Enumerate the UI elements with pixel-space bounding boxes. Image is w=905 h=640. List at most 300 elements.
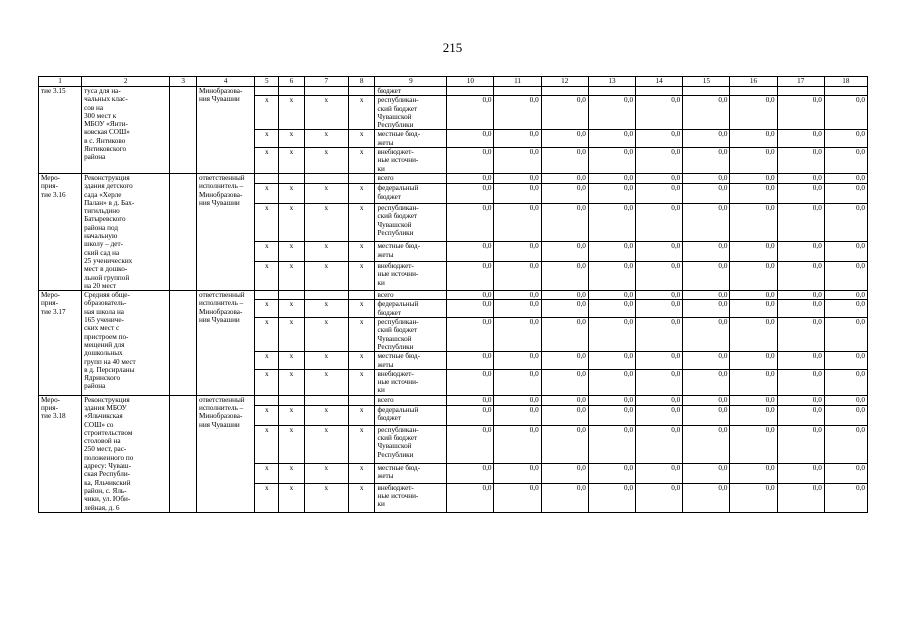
amount-cell: 0,0 <box>541 369 588 395</box>
amount-cell: 0,0 <box>824 184 867 204</box>
amount-cell: 0,0 <box>824 300 867 318</box>
amount-cell: 0,0 <box>447 96 494 130</box>
budget-code-mark <box>348 87 375 96</box>
measure-name: Средняя обще- образователь- ная школа на 165 учениче- ских мест с пристроем по- мещений для дошкольных групп на 40 мест в д. Персирланы Ядринского района <box>82 291 170 396</box>
amount-cell: 0,0 <box>588 395 635 405</box>
budget-code-mark: x <box>279 242 305 262</box>
amount-cell: 0,0 <box>683 204 730 242</box>
amount-cell: 0,0 <box>588 148 635 174</box>
amount-cell: 0,0 <box>447 369 494 395</box>
amount-cell: 0,0 <box>541 184 588 204</box>
budget-code-mark: x <box>304 242 348 262</box>
amount-cell: 0,0 <box>494 130 541 148</box>
amount-cell: 0,0 <box>730 425 777 463</box>
amount-cell: 0,0 <box>777 425 824 463</box>
amount-cell: 0,0 <box>636 352 683 370</box>
amount-cell: 0,0 <box>636 291 683 300</box>
amount-cell: 0,0 <box>494 369 541 395</box>
budget-code-mark: x <box>279 464 305 484</box>
budget-table <box>38 76 868 513</box>
amount-cell: 0,0 <box>494 262 541 291</box>
budget-code-mark: x <box>255 242 279 262</box>
budget-code-mark: x <box>348 483 375 512</box>
budget-code-mark: x <box>348 406 375 426</box>
budget-code-mark: x <box>304 406 348 426</box>
budget-code-mark: x <box>304 318 348 352</box>
amount-cell: 0,0 <box>541 406 588 426</box>
budget-code-mark: x <box>304 96 348 130</box>
amount-cell: 0,0 <box>541 300 588 318</box>
budget-code-mark: x <box>279 369 305 395</box>
amount-cell: 0,0 <box>494 148 541 174</box>
amount-cell: 0,0 <box>730 242 777 262</box>
amount-cell: 0,0 <box>494 425 541 463</box>
budget-code-mark <box>304 87 348 96</box>
amount-cell: 0,0 <box>777 148 824 174</box>
budget-code-mark: x <box>304 483 348 512</box>
amount-cell <box>447 87 494 96</box>
amount-cell: 0,0 <box>730 318 777 352</box>
amount-cell <box>588 87 635 96</box>
amount-cell: 0,0 <box>730 395 777 405</box>
amount-cell: 0,0 <box>683 148 730 174</box>
budget-code-mark: x <box>304 464 348 484</box>
amount-cell: 0,0 <box>636 464 683 484</box>
amount-cell: 0,0 <box>494 464 541 484</box>
budget-code-mark: x <box>348 96 375 130</box>
budget-code-mark: x <box>279 406 305 426</box>
amount-cell: 0,0 <box>636 395 683 405</box>
amount-cell: 0,0 <box>541 425 588 463</box>
amount-cell: 0,0 <box>447 184 494 204</box>
amount-cell <box>541 87 588 96</box>
budget-code-mark: x <box>255 406 279 426</box>
funding-source: местные бюд- жеты <box>375 464 447 484</box>
measure-code: Меро- прия- тие 3.17 <box>39 291 82 396</box>
amount-cell: 0,0 <box>730 262 777 291</box>
funding-source: республикан- ский бюджет Чувашской Республики <box>375 318 447 352</box>
budget-code-mark: x <box>304 262 348 291</box>
funding-source: внебюджет- ные источни- ки <box>375 483 447 512</box>
amount-cell: 0,0 <box>824 406 867 426</box>
amount-cell: 0,0 <box>447 425 494 463</box>
amount-cell: 0,0 <box>541 148 588 174</box>
funding-source: республикан- ский бюджет Чувашской Республики <box>375 204 447 242</box>
amount-cell: 0,0 <box>683 262 730 291</box>
amount-cell: 0,0 <box>588 464 635 484</box>
budget-code-mark: x <box>279 262 305 291</box>
budget-code-mark <box>279 291 305 300</box>
amount-cell: 0,0 <box>447 318 494 352</box>
column-number: 17 <box>777 77 824 87</box>
amount-cell: 0,0 <box>447 395 494 405</box>
amount-cell: 0,0 <box>824 262 867 291</box>
amount-cell: 0,0 <box>447 262 494 291</box>
amount-cell: 0,0 <box>588 291 635 300</box>
amount-cell: 0,0 <box>588 130 635 148</box>
amount-cell: 0,0 <box>588 406 635 426</box>
amount-cell: 0,0 <box>824 130 867 148</box>
budget-code-mark: x <box>279 300 305 318</box>
budget-code-mark: x <box>348 300 375 318</box>
column-number: 7 <box>304 77 348 87</box>
budget-code-mark: x <box>255 352 279 370</box>
amount-cell: 0,0 <box>683 425 730 463</box>
amount-cell: 0,0 <box>730 369 777 395</box>
amount-cell: 0,0 <box>777 242 824 262</box>
executor: Минобразова- ния Чувашии <box>196 87 254 174</box>
amount-cell: 0,0 <box>541 130 588 148</box>
amount-cell: 0,0 <box>588 352 635 370</box>
budget-code-mark: x <box>304 204 348 242</box>
table-row <box>39 291 868 300</box>
amount-cell: 0,0 <box>494 352 541 370</box>
amount-cell: 0,0 <box>730 96 777 130</box>
amount-cell <box>777 87 824 96</box>
amount-cell: 0,0 <box>824 483 867 512</box>
amount-cell: 0,0 <box>541 262 588 291</box>
amount-cell <box>683 87 730 96</box>
amount-cell: 0,0 <box>447 406 494 426</box>
amount-cell: 0,0 <box>777 204 824 242</box>
amount-cell: 0,0 <box>447 464 494 484</box>
funding-source: всего <box>375 395 447 405</box>
amount-cell: 0,0 <box>494 242 541 262</box>
amount-cell: 0,0 <box>541 395 588 405</box>
amount-cell: 0,0 <box>777 262 824 291</box>
budget-code-mark: x <box>304 130 348 148</box>
budget-code-mark: x <box>255 483 279 512</box>
budget-code-mark <box>255 87 279 96</box>
amount-cell: 0,0 <box>824 148 867 174</box>
amount-cell: 0,0 <box>683 464 730 484</box>
budget-code-mark: x <box>255 425 279 463</box>
amount-cell: 0,0 <box>541 96 588 130</box>
budget-code-mark: x <box>279 425 305 463</box>
amount-cell: 0,0 <box>824 464 867 484</box>
amount-cell: 0,0 <box>777 130 824 148</box>
column-number-row <box>39 77 868 87</box>
amount-cell: 0,0 <box>447 148 494 174</box>
budget-code-mark <box>304 395 348 405</box>
amount-cell: 0,0 <box>683 352 730 370</box>
amount-cell: 0,0 <box>777 483 824 512</box>
budget-code-mark: x <box>348 318 375 352</box>
budget-code-mark <box>348 395 375 405</box>
column-number: 13 <box>588 77 635 87</box>
amount-cell: 0,0 <box>824 395 867 405</box>
amount-cell: 0,0 <box>447 204 494 242</box>
amount-cell: 0,0 <box>683 96 730 130</box>
amount-cell: 0,0 <box>588 483 635 512</box>
budget-code-mark: x <box>279 318 305 352</box>
column-number: 6 <box>279 77 305 87</box>
amount-cell <box>494 87 541 96</box>
amount-cell: 0,0 <box>494 184 541 204</box>
amount-cell: 0,0 <box>636 369 683 395</box>
funding-source: всего <box>375 173 447 183</box>
budget-code-mark: x <box>255 262 279 291</box>
amount-cell: 0,0 <box>636 173 683 183</box>
amount-cell: 0,0 <box>777 184 824 204</box>
amount-cell: 0,0 <box>636 204 683 242</box>
column-number: 10 <box>447 77 494 87</box>
amount-cell: 0,0 <box>683 406 730 426</box>
col3-empty <box>170 395 197 512</box>
budget-code-mark <box>279 87 305 96</box>
budget-code-mark: x <box>304 184 348 204</box>
budget-code-mark: x <box>304 300 348 318</box>
amount-cell: 0,0 <box>636 318 683 352</box>
funding-source: всего <box>375 291 447 300</box>
amount-cell: 0,0 <box>683 242 730 262</box>
amount-cell: 0,0 <box>588 300 635 318</box>
amount-cell: 0,0 <box>494 395 541 405</box>
amount-cell: 0,0 <box>588 425 635 463</box>
col3-empty <box>170 173 197 290</box>
measure-name: туса для на- чальных клас- сов на 300 мест к МБОУ «Янти- ковская СОШ» в с. Янтиково Янтиковского района <box>82 87 170 174</box>
executor: ответственный исполнитель – Минобразова- ния Чувашии <box>196 291 254 396</box>
col3-empty <box>170 87 197 174</box>
column-number: 15 <box>683 77 730 87</box>
funding-source: федеральный бюджет <box>375 184 447 204</box>
amount-cell: 0,0 <box>636 483 683 512</box>
amount-cell: 0,0 <box>636 96 683 130</box>
column-number: 11 <box>494 77 541 87</box>
budget-code-mark: x <box>279 184 305 204</box>
budget-code-mark: x <box>255 464 279 484</box>
amount-cell <box>636 87 683 96</box>
column-number: 16 <box>730 77 777 87</box>
budget-code-mark <box>348 173 375 183</box>
funding-source: федеральный бюджет <box>375 300 447 318</box>
budget-code-mark <box>279 173 305 183</box>
budget-code-mark: x <box>279 483 305 512</box>
budget-code-mark: x <box>348 369 375 395</box>
measure-code: Меро- прия- тие 3.18 <box>39 395 82 512</box>
amount-cell: 0,0 <box>636 242 683 262</box>
column-number: 4 <box>196 77 254 87</box>
column-number: 1 <box>39 77 82 87</box>
amount-cell: 0,0 <box>447 300 494 318</box>
page-number: 215 <box>442 40 463 55</box>
amount-cell: 0,0 <box>730 464 777 484</box>
amount-cell: 0,0 <box>824 96 867 130</box>
budget-code-mark <box>279 395 305 405</box>
measure-name: Реконструкция здания детского сада «Херле Палан» в д. Бах- тигильдино Батыревского района под начальную школу – дет- ский сад на 25 ученических мест в дошко- льной группой на 20 мест <box>82 173 170 290</box>
amount-cell: 0,0 <box>447 173 494 183</box>
amount-cell: 0,0 <box>777 300 824 318</box>
executor: ответственный исполнитель – Минобразова- ния Чувашии <box>196 173 254 290</box>
amount-cell: 0,0 <box>447 483 494 512</box>
amount-cell: 0,0 <box>636 425 683 463</box>
budget-code-mark: x <box>348 148 375 174</box>
amount-cell: 0,0 <box>683 483 730 512</box>
amount-cell: 0,0 <box>777 96 824 130</box>
amount-cell: 0,0 <box>777 369 824 395</box>
amount-cell: 0,0 <box>824 291 867 300</box>
amount-cell: 0,0 <box>730 148 777 174</box>
budget-code-mark: x <box>255 204 279 242</box>
budget-code-mark: x <box>255 369 279 395</box>
amount-cell: 0,0 <box>636 406 683 426</box>
amount-cell: 0,0 <box>730 483 777 512</box>
measure-code: Меро- прия- тие 3.16 <box>39 173 82 290</box>
amount-cell: 0,0 <box>683 318 730 352</box>
amount-cell: 0,0 <box>777 406 824 426</box>
col3-empty <box>170 291 197 396</box>
amount-cell: 0,0 <box>588 262 635 291</box>
amount-cell <box>824 87 867 96</box>
budget-code-mark <box>304 173 348 183</box>
amount-cell: 0,0 <box>494 318 541 352</box>
budget-code-mark <box>348 291 375 300</box>
amount-cell: 0,0 <box>683 184 730 204</box>
measure-name: Реконструкция здания МБОУ «Яльчикская СОШ» со строительством столовой на 250 мест, рас- положенного по адресу: Чуваш- ская Республи- ка, Яльчикский район, с. Яль- чики, ул. Юби- лейная, д. 6 <box>82 395 170 512</box>
budget-code-mark: x <box>348 242 375 262</box>
funding-source: внебюджет- ные источни- ки <box>375 369 447 395</box>
column-number: 2 <box>82 77 170 87</box>
amount-cell: 0,0 <box>683 395 730 405</box>
amount-cell: 0,0 <box>730 184 777 204</box>
budget-code-mark: x <box>348 464 375 484</box>
budget-code-mark: x <box>348 184 375 204</box>
column-number: 8 <box>348 77 375 87</box>
budget-code-mark: x <box>304 369 348 395</box>
budget-code-mark: x <box>348 425 375 463</box>
budget-code-mark: x <box>304 148 348 174</box>
amount-cell <box>730 87 777 96</box>
budget-code-mark <box>255 291 279 300</box>
budget-code-mark <box>304 291 348 300</box>
budget-code-mark: x <box>279 148 305 174</box>
budget-code-mark <box>255 395 279 405</box>
column-number: 5 <box>255 77 279 87</box>
amount-cell: 0,0 <box>683 369 730 395</box>
amount-cell: 0,0 <box>730 173 777 183</box>
amount-cell: 0,0 <box>824 369 867 395</box>
amount-cell: 0,0 <box>541 318 588 352</box>
amount-cell: 0,0 <box>730 406 777 426</box>
amount-cell: 0,0 <box>541 173 588 183</box>
budget-code-mark: x <box>304 425 348 463</box>
amount-cell: 0,0 <box>494 204 541 242</box>
budget-code-mark: x <box>255 148 279 174</box>
budget-code-mark: x <box>279 204 305 242</box>
budget-code-mark: x <box>279 352 305 370</box>
funding-source: местные бюд- жеты <box>375 130 447 148</box>
amount-cell: 0,0 <box>494 291 541 300</box>
funding-source: республикан- ский бюджет Чувашской Республики <box>375 425 447 463</box>
budget-code-mark: x <box>304 352 348 370</box>
amount-cell: 0,0 <box>588 173 635 183</box>
table-row <box>39 173 868 183</box>
amount-cell: 0,0 <box>636 262 683 291</box>
budget-code-mark: x <box>348 262 375 291</box>
amount-cell: 0,0 <box>588 242 635 262</box>
budget-code-mark: x <box>279 96 305 130</box>
budget-code-mark: x <box>255 300 279 318</box>
budget-code-mark: x <box>348 352 375 370</box>
amount-cell: 0,0 <box>730 291 777 300</box>
amount-cell: 0,0 <box>541 242 588 262</box>
table-row <box>39 395 868 405</box>
budget-code-mark: x <box>255 184 279 204</box>
amount-cell: 0,0 <box>541 352 588 370</box>
funding-source: местные бюд- жеты <box>375 352 447 370</box>
funding-source: внебюджет- ные источни- ки <box>375 262 447 291</box>
amount-cell: 0,0 <box>824 204 867 242</box>
column-number: 12 <box>541 77 588 87</box>
amount-cell: 0,0 <box>824 173 867 183</box>
amount-cell: 0,0 <box>588 369 635 395</box>
measure-code: тие 3.15 <box>39 87 82 174</box>
amount-cell: 0,0 <box>730 352 777 370</box>
amount-cell: 0,0 <box>447 130 494 148</box>
budget-code-mark <box>255 173 279 183</box>
funding-source: местные бюд- жеты <box>375 242 447 262</box>
column-number: 18 <box>824 77 867 87</box>
funding-source: республикан- ский бюджет Чувашской Республики <box>375 96 447 130</box>
amount-cell: 0,0 <box>777 352 824 370</box>
amount-cell: 0,0 <box>777 464 824 484</box>
budget-code-mark: x <box>348 204 375 242</box>
budget-code-mark: x <box>255 96 279 130</box>
amount-cell: 0,0 <box>683 130 730 148</box>
column-number: 9 <box>375 77 447 87</box>
amount-cell: 0,0 <box>730 130 777 148</box>
amount-cell: 0,0 <box>541 291 588 300</box>
amount-cell: 0,0 <box>447 352 494 370</box>
column-number: 14 <box>636 77 683 87</box>
amount-cell: 0,0 <box>541 464 588 484</box>
amount-cell: 0,0 <box>588 204 635 242</box>
amount-cell: 0,0 <box>541 204 588 242</box>
amount-cell: 0,0 <box>636 130 683 148</box>
amount-cell: 0,0 <box>494 406 541 426</box>
amount-cell: 0,0 <box>777 318 824 352</box>
amount-cell: 0,0 <box>777 291 824 300</box>
budget-code-mark: x <box>255 318 279 352</box>
amount-cell: 0,0 <box>636 300 683 318</box>
funding-source: федеральный бюджет <box>375 406 447 426</box>
amount-cell: 0,0 <box>588 318 635 352</box>
funding-source: внебюджет- ные источни- ки <box>375 148 447 174</box>
amount-cell: 0,0 <box>683 291 730 300</box>
amount-cell: 0,0 <box>636 184 683 204</box>
amount-cell: 0,0 <box>447 291 494 300</box>
amount-cell: 0,0 <box>824 352 867 370</box>
amount-cell: 0,0 <box>588 184 635 204</box>
amount-cell: 0,0 <box>447 242 494 262</box>
amount-cell: 0,0 <box>777 395 824 405</box>
amount-cell: 0,0 <box>824 425 867 463</box>
amount-cell: 0,0 <box>730 204 777 242</box>
amount-cell: 0,0 <box>494 173 541 183</box>
executor: ответственный исполнитель – Минобразова- ния Чувашии <box>196 395 254 512</box>
amount-cell: 0,0 <box>730 300 777 318</box>
column-number: 3 <box>170 77 197 87</box>
amount-cell: 0,0 <box>683 173 730 183</box>
amount-cell: 0,0 <box>824 318 867 352</box>
amount-cell: 0,0 <box>541 483 588 512</box>
funding-source: бюджет <box>375 87 447 96</box>
amount-cell: 0,0 <box>588 96 635 130</box>
amount-cell: 0,0 <box>494 300 541 318</box>
budget-code-mark: x <box>279 130 305 148</box>
budget-code-mark: x <box>255 130 279 148</box>
amount-cell: 0,0 <box>824 242 867 262</box>
